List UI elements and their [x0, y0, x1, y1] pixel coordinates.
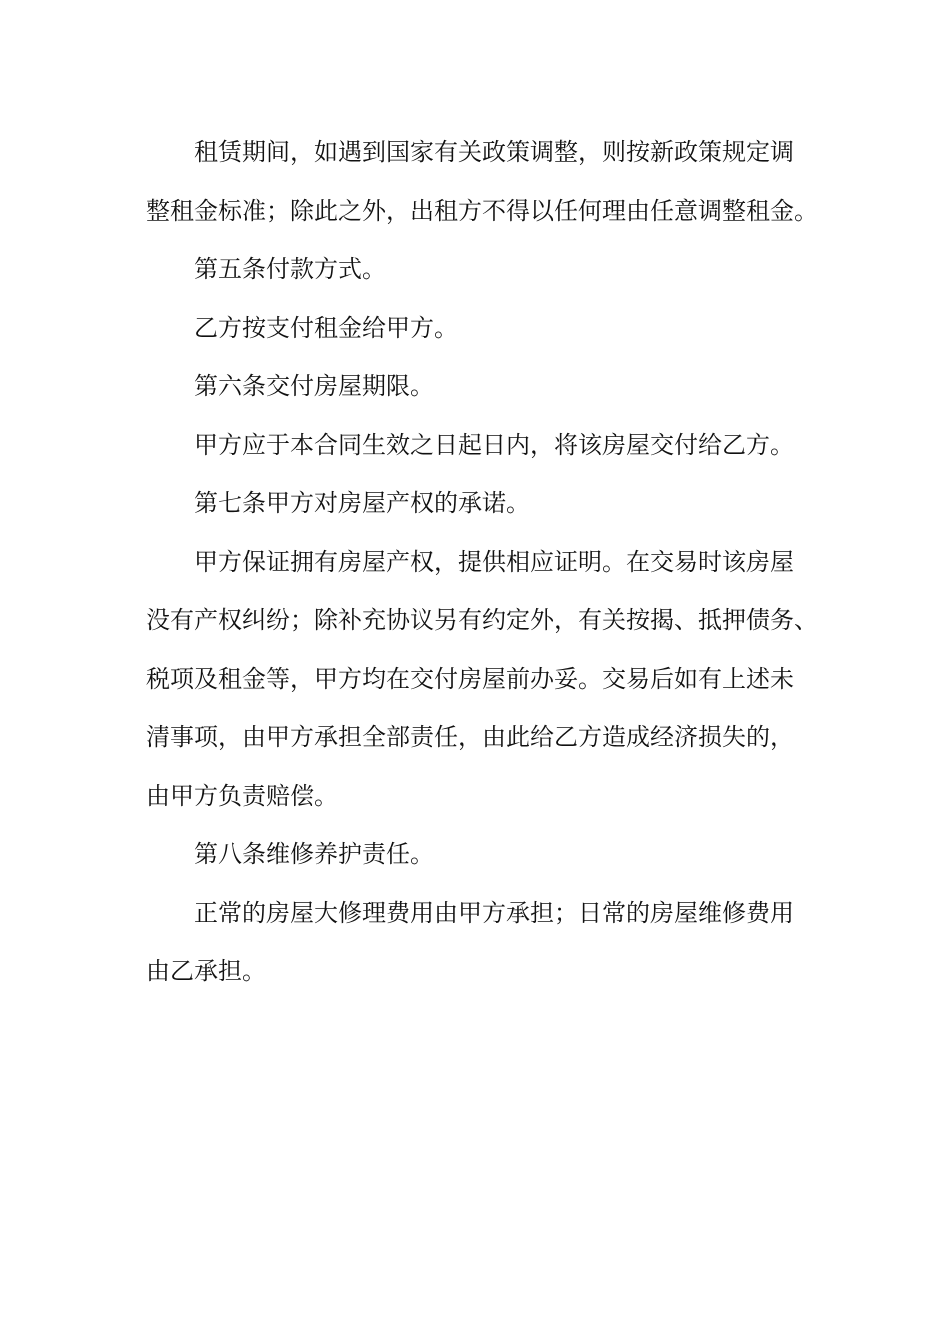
- text-line: 清事项，由甲方承担全部责任，由此给乙方造成经济损失的，: [146, 723, 794, 751]
- text-line: 税项及租金等，甲方均在交付房屋前办妥。交易后如有上述未: [146, 664, 794, 693]
- document-body: [146, 128, 826, 1006]
- section-heading-6: 第六条交付房屋期限。: [194, 372, 434, 400]
- text-line: 甲方保证拥有房屋产权，提供相应证明。在交易时该房屋: [194, 547, 794, 576]
- section-heading-7: 第七条甲方对房屋产权的承诺。: [194, 489, 530, 517]
- text-line: 没有产权纠纷；除补充协议另有约定外，有关按揭、抵押债务、: [146, 606, 818, 634]
- text-line: 租赁期间，如遇到国家有关政策调整，则按新政策规定调: [194, 138, 794, 166]
- text-line: 乙方按支付租金给甲方。: [194, 313, 458, 342]
- section-heading-5: 第五条付款方式。: [194, 255, 386, 283]
- text-line: 正常的房屋大修理费用由甲方承担；日常的房屋维修费用: [194, 898, 794, 927]
- text-line: 整租金标准；除此之外，出租方不得以任何理由任意调整租金。: [146, 196, 818, 225]
- text-line: 由甲方负责赔偿。: [146, 781, 338, 810]
- text-line: 由乙承担。: [146, 957, 266, 985]
- text-line: 甲方应于本合同生效之日起日内，将该房屋交付给乙方。: [194, 430, 794, 459]
- section-heading-8: 第八条维修养护责任。: [194, 840, 434, 868]
